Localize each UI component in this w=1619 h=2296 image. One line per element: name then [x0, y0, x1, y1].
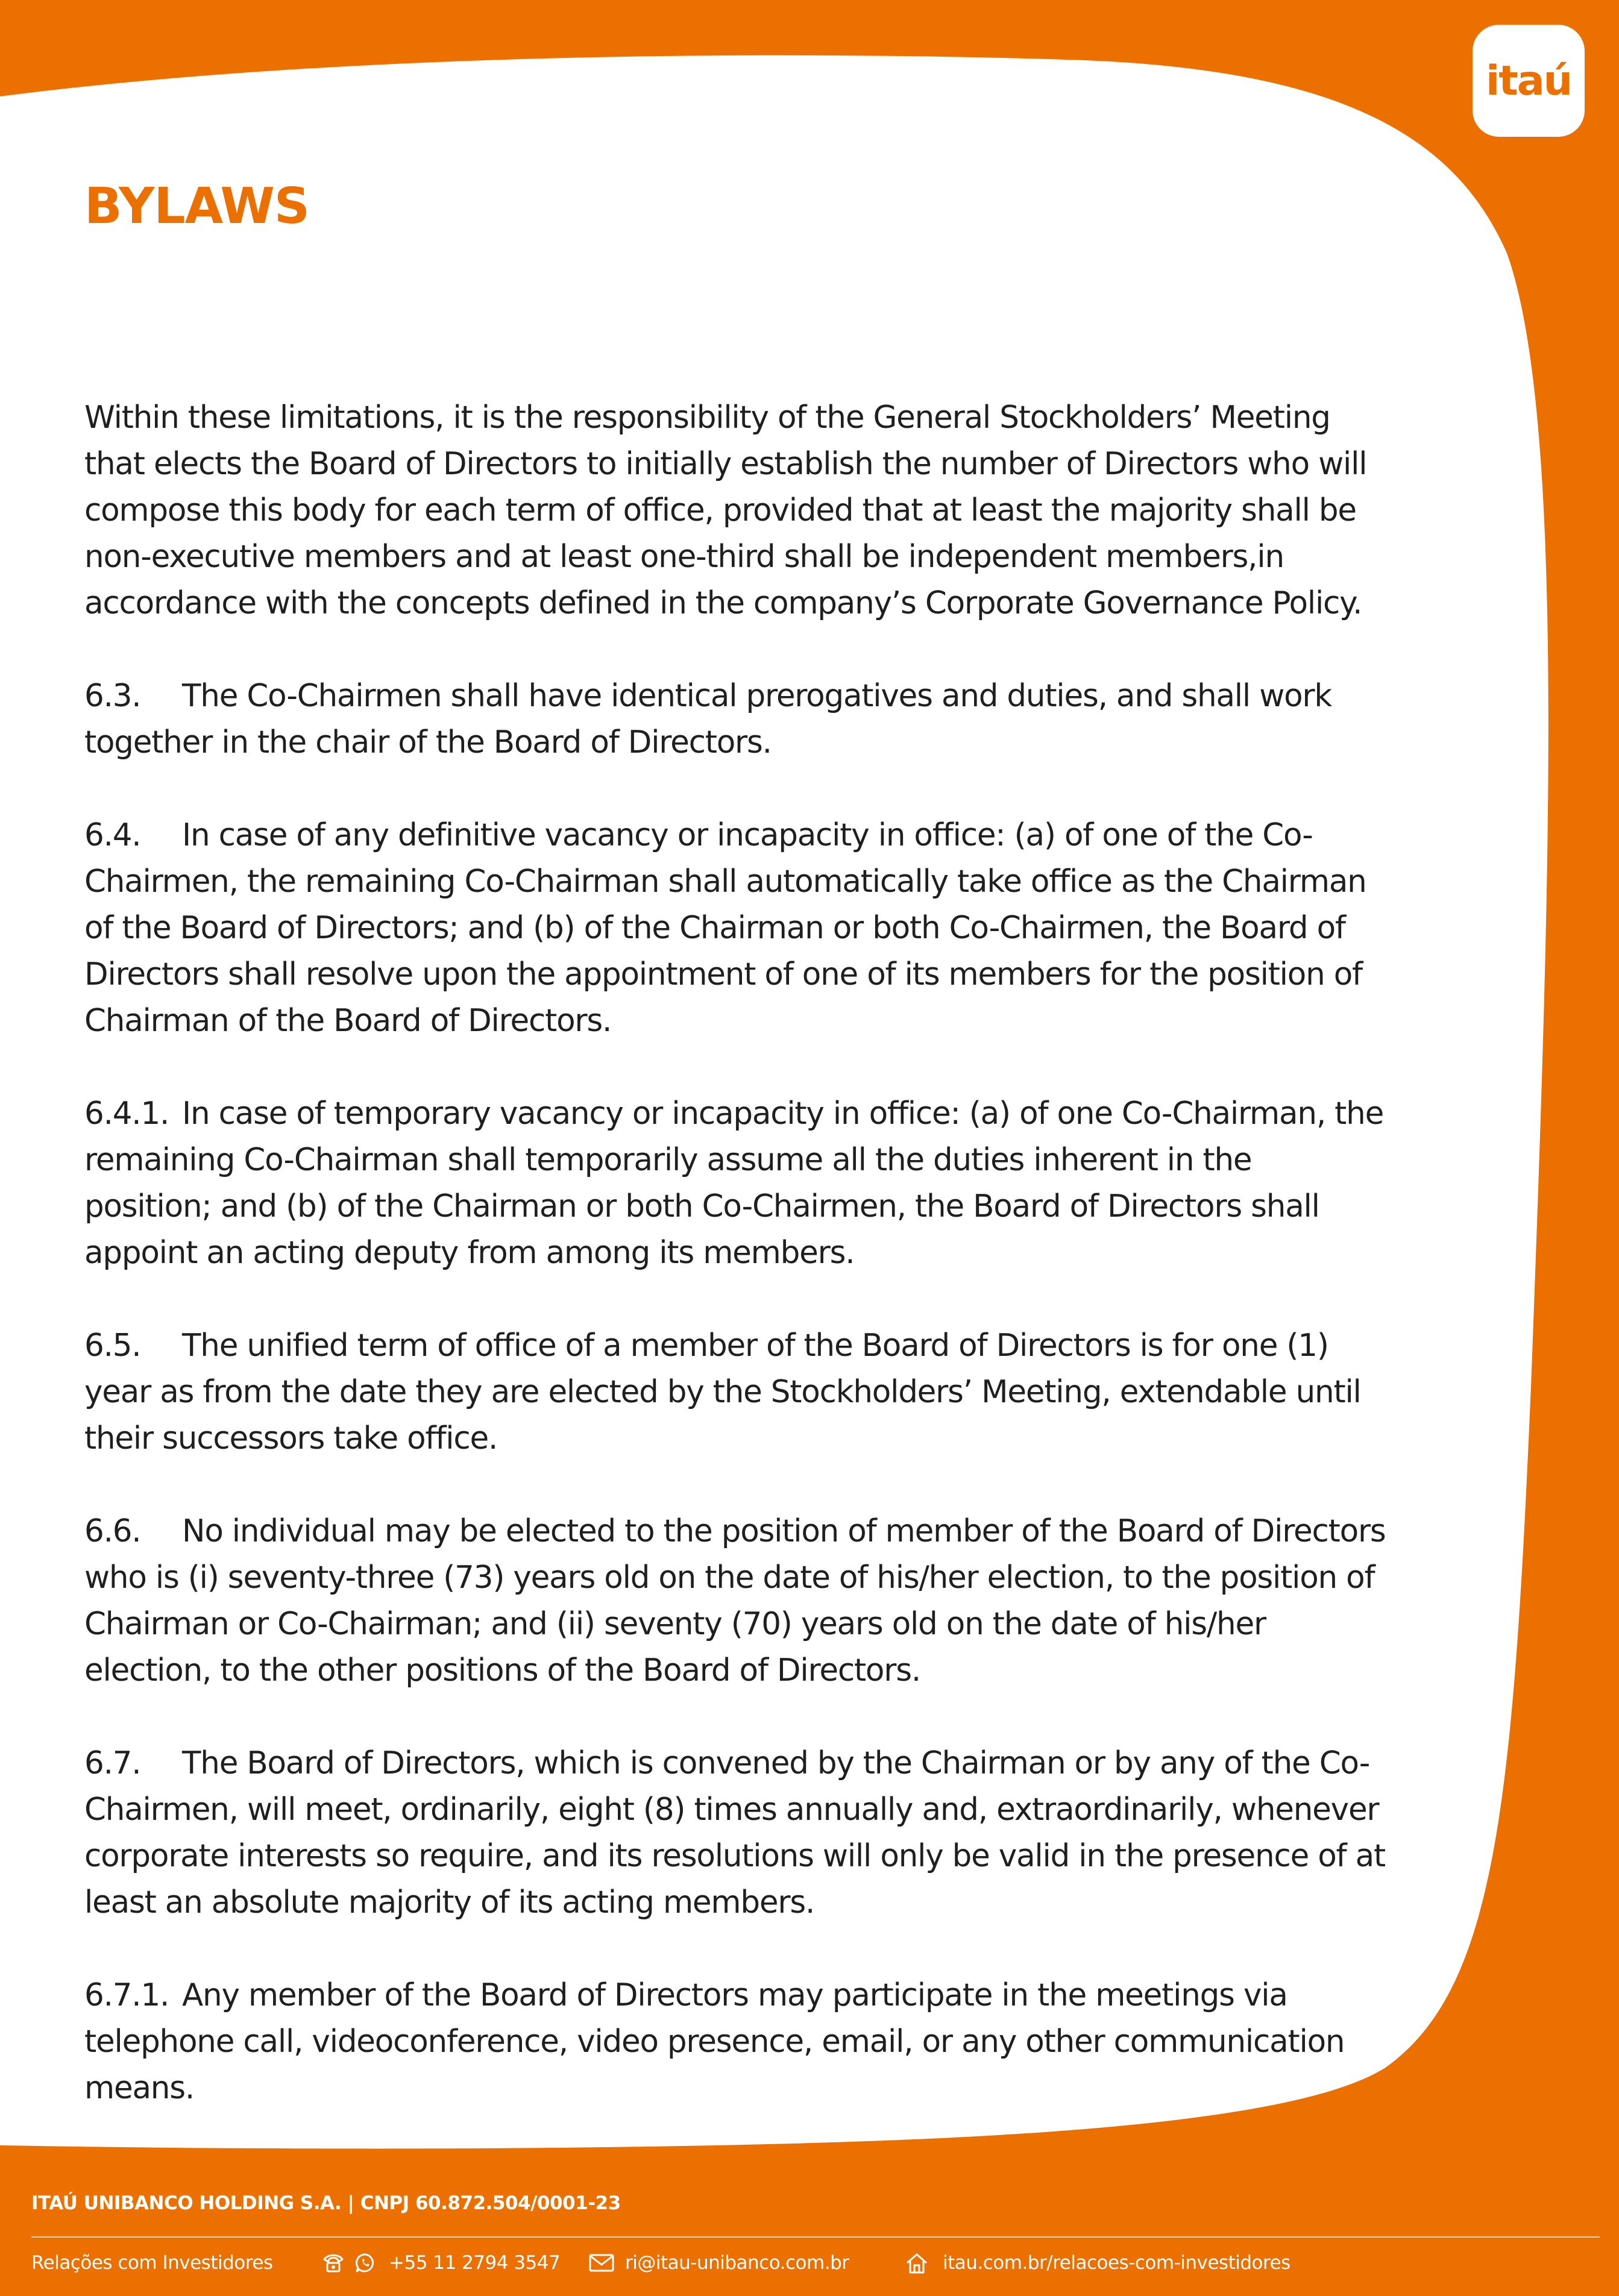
home-icon — [905, 2253, 928, 2274]
clause-number: 6.5. — [84, 1328, 141, 1364]
paragraph-text: The unified term of office of a member of the Board of Directors is for one (1) year as from the date they are elected by the Stockholders’ Meeting, extendable until their successors take office. — [84, 1328, 1361, 1457]
phone-number[interactable]: +55 11 2794 3547 — [389, 2252, 561, 2274]
itau-logo — [1473, 25, 1585, 137]
paragraph-6-6 — [84, 1508, 1386, 1694]
clause-number: 6.6. — [84, 1513, 141, 1549]
clause-number: 6.7. — [84, 1745, 141, 1781]
document-body — [84, 395, 1386, 2158]
paragraph-text: The Board of Directors, which is convened by the Chairman or by any of the Co-Chairmen, will meet, ordinarily, eight (8) times annually and, extraordinarily, whenever corporate interests so require, and its resolutions will only be valid in the presence of at least an absolute majority of its acting members. — [84, 1745, 1386, 1921]
phone-icon — [322, 2253, 344, 2273]
paragraph-6-3 — [84, 673, 1386, 766]
section-label: Relações com Investidores — [31, 2252, 273, 2274]
page-title: BYLAWS — [84, 178, 309, 235]
logo-text: itaú — [1485, 57, 1572, 105]
email-icon — [589, 2253, 614, 2273]
footer-divider — [31, 2236, 1600, 2238]
paragraph-text: In case of any definitive vacancy or incapacity in office: (a) of one of the Co-Chairmen, the remaining Co-Chairman shall automatically take office as the Chairman of the Board of Directors; and (b) of the Chairman or both Co-Chairmen, the Board of Directors shall resolve upon the appointment of one of its members for the position of Chairman of the Board of Directors. — [84, 817, 1366, 1039]
paragraph-6-7-1 — [84, 1972, 1386, 2112]
clause-number: 6.7.1. — [84, 1977, 169, 2013]
contact-row — [31, 2248, 1600, 2278]
paragraph-text: Any member of the Board of Directors may participate in the meetings via telephone call, videoconference, video presence, email, or any other communication means. — [84, 1977, 1345, 2106]
paragraph-6-7 — [84, 1740, 1386, 1926]
paragraph-6-5 — [84, 1323, 1386, 1462]
paragraph-6-4-1 — [84, 1091, 1386, 1276]
clause-number: 6.4. — [84, 817, 141, 853]
clause-number: 6.3. — [84, 678, 141, 714]
website-link[interactable]: itau.com.br/relacoes-com-investidores — [943, 2252, 1290, 2274]
paragraph-text: Within these limitations, it is the responsibility of the General Stockholders’ Meeting that elects the Board of Directors to initially establish the number of Directors who will compose this body for each term of office, provided that at least the majority shall be non-executive members and at least one-third shall be independent members,in accordance with the concepts defined in the company’s Corporate Governance Policy. — [84, 400, 1367, 621]
page-footer — [0, 2145, 1619, 2296]
paragraph-text: In case of temporary vacancy or incapacity in office: (a) of one Co-Chairman, the remaining Co-Chairman shall temporarily assume all the duties inherent in the position; and (b) of the Chairman or both Co-Chairmen, the Board of Directors shall appoint an acting deputy from among its members. — [84, 1096, 1384, 1271]
paragraph-text: No individual may be elected to the position of member of the Board of Directors who is (i) seventy-three (73) years old on the date of his/her election, to the position of Chairman or Co-Chairman; and (ii) seventy (70) years old on the date of his/her election, to the other positions of the Board of Directors. — [84, 1513, 1386, 1689]
clause-number: 6.4.1. — [84, 1096, 169, 1132]
paragraph-intro — [84, 395, 1386, 627]
email-link[interactable]: ri@itau-unibanco.com.br — [625, 2252, 849, 2274]
paragraph-text: The Co-Chairmen shall have identical prerogatives and duties, and shall work together in the chair of the Board of Directors. — [84, 678, 1332, 761]
whatsapp-icon — [355, 2253, 376, 2273]
paragraph-6-4 — [84, 812, 1386, 1044]
company-info: ITAÚ UNIBANCO HOLDING S.A. | CNPJ 60.872.504/0001-23 — [31, 2192, 621, 2214]
